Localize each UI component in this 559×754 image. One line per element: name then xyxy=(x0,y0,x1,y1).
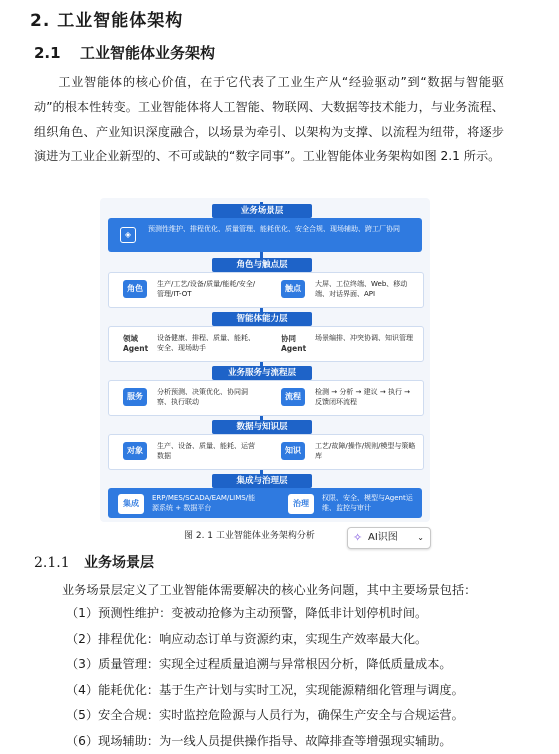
layer-agent-capability-panel xyxy=(108,326,424,362)
roles-text: 生产/工艺/设备/质量/能耗/安全/管理/IT-OT xyxy=(157,280,256,298)
list-item: （1）预测性维护：变被动抢修为主动预警，降低非计划停机时间。 xyxy=(66,606,428,620)
integration-tag: 集成 xyxy=(118,494,144,514)
layers-icon: ◈ xyxy=(120,227,136,243)
governance-text: 权限、安全、模型与Agent运维、监控与审计 xyxy=(322,494,413,512)
subsubsection-title: 业务场景层 xyxy=(84,555,154,571)
list-item: （2）排程优化：响应动态订单与资源约束，实现生产效率最大化。 xyxy=(66,631,428,646)
chevron-down-icon[interactable]: ⌄ xyxy=(417,533,424,542)
scenario-list xyxy=(66,601,536,754)
layer-roles-touchpoints-title: 角色与触点层 xyxy=(212,258,312,272)
sparkle-icon: ✧ xyxy=(353,531,363,544)
knowledge-tag: 知识 xyxy=(281,442,305,460)
layer-business-scenarios-panel xyxy=(108,218,422,252)
figure-caption: 图 2. 1 工业智能体业务架构分析 xyxy=(184,531,315,541)
domain-agent-tag: 领域 Agent xyxy=(123,334,149,353)
intro-paragraph: 工业智能体的核心价值，在于它代表了工业生产从“经验驱动”到“数据与智能驱动”的根本性转变。工业智能体将人工智能、物联网、大数据等技术能力，与业务流程、组织角色、产业知识深度融合，以场景为牵引、以架构为支撑、以流程为纽带，将逐步演进为工业企业新型的、不可或缺的“数字同事”。工业智能体业务架构如图 2.1 所示。 xyxy=(34,75,504,164)
list-item: （5）安全合规：实时监控危险源与人员行为，确保生产安全与合规运营。 xyxy=(66,708,464,722)
layer-agent-capability-title: 智能体能力层 xyxy=(212,312,312,326)
layer-integration-governance-panel xyxy=(108,488,422,518)
touchpoints-tag: 触点 xyxy=(281,280,305,298)
object-text: 生产、设备、质量、能耗、运营数据 xyxy=(157,442,255,460)
list-item: （3）质量管理：实现全过程质量追溯与异常根因分析，降低质量成本。 xyxy=(66,657,452,671)
layer-service-process-title: 业务服务与流程层 xyxy=(212,366,312,380)
ai-image-recognition-button[interactable] xyxy=(347,527,431,549)
domain-agent-text: 设备健康、排程、质量、能耗、安全、现场助手 xyxy=(157,334,255,352)
subsubsection-heading xyxy=(34,552,154,572)
collab-agent-text: 场景编排、冲突协调、知识管理 xyxy=(315,334,413,342)
process-text: 检测 → 分析 → 建议 → 执行 → 反馈闭环流程 xyxy=(315,388,411,406)
layer-integration-governance-title: 集成与治理层 xyxy=(212,474,312,488)
layer-data-knowledge-panel xyxy=(108,434,424,470)
architecture-diagram xyxy=(100,198,430,522)
collab-agent-tag: 协同 Agent xyxy=(281,334,307,353)
service-tag: 服务 xyxy=(123,388,147,406)
business-scenarios-text: 预测性维护、排程优化、质量管理、能耗优化、安全合规、现场辅助、跨工厂协同 xyxy=(148,225,400,233)
touchpoints-text: 大屏、工位终端、Web、移动端、对话界面、API xyxy=(315,280,408,298)
object-tag: 对象 xyxy=(123,442,147,460)
subsection-title: 工业智能体业务架构 xyxy=(80,44,216,62)
scenario-intro: 业务场景层定义了工业智能体需要解决的核心业务问题，其中主要场景包括： xyxy=(62,583,477,597)
service-text: 分析预测、决策优化、协同洞察、执行联动 xyxy=(157,388,248,406)
list-item: （4）能耗优化：基于生产计划与实时工况，实现能源精细化管理与调度。 xyxy=(66,682,464,697)
layer-service-process-panel xyxy=(108,380,424,416)
knowledge-text: 工艺/故障/操作/规则/模型与策略库 xyxy=(315,442,416,460)
subsubsection-number: 2.1.1 xyxy=(34,555,70,571)
ai-button-label: AI识图 xyxy=(368,532,398,543)
integration-text: ERP/MES/SCADA/EAM/LIMS/能源系统 + 数据平台 xyxy=(152,494,256,512)
layer-roles-touchpoints-panel xyxy=(108,272,424,308)
section-title: 2. 工业智能体架构 xyxy=(30,11,184,31)
list-item: （6）现场辅助：为一线人员提供操作指导、故障排查等增强现实辅助。 xyxy=(66,733,452,748)
layer-business-scenarios-title: 业务场景层 xyxy=(212,204,312,218)
subsection-number: 2.1 xyxy=(34,44,61,62)
subsection-heading xyxy=(34,42,215,63)
roles-tag: 角色 xyxy=(123,280,147,298)
layer-data-knowledge-title: 数据与知识层 xyxy=(212,420,312,434)
process-tag: 流程 xyxy=(281,388,305,406)
governance-tag: 治理 xyxy=(288,494,314,514)
